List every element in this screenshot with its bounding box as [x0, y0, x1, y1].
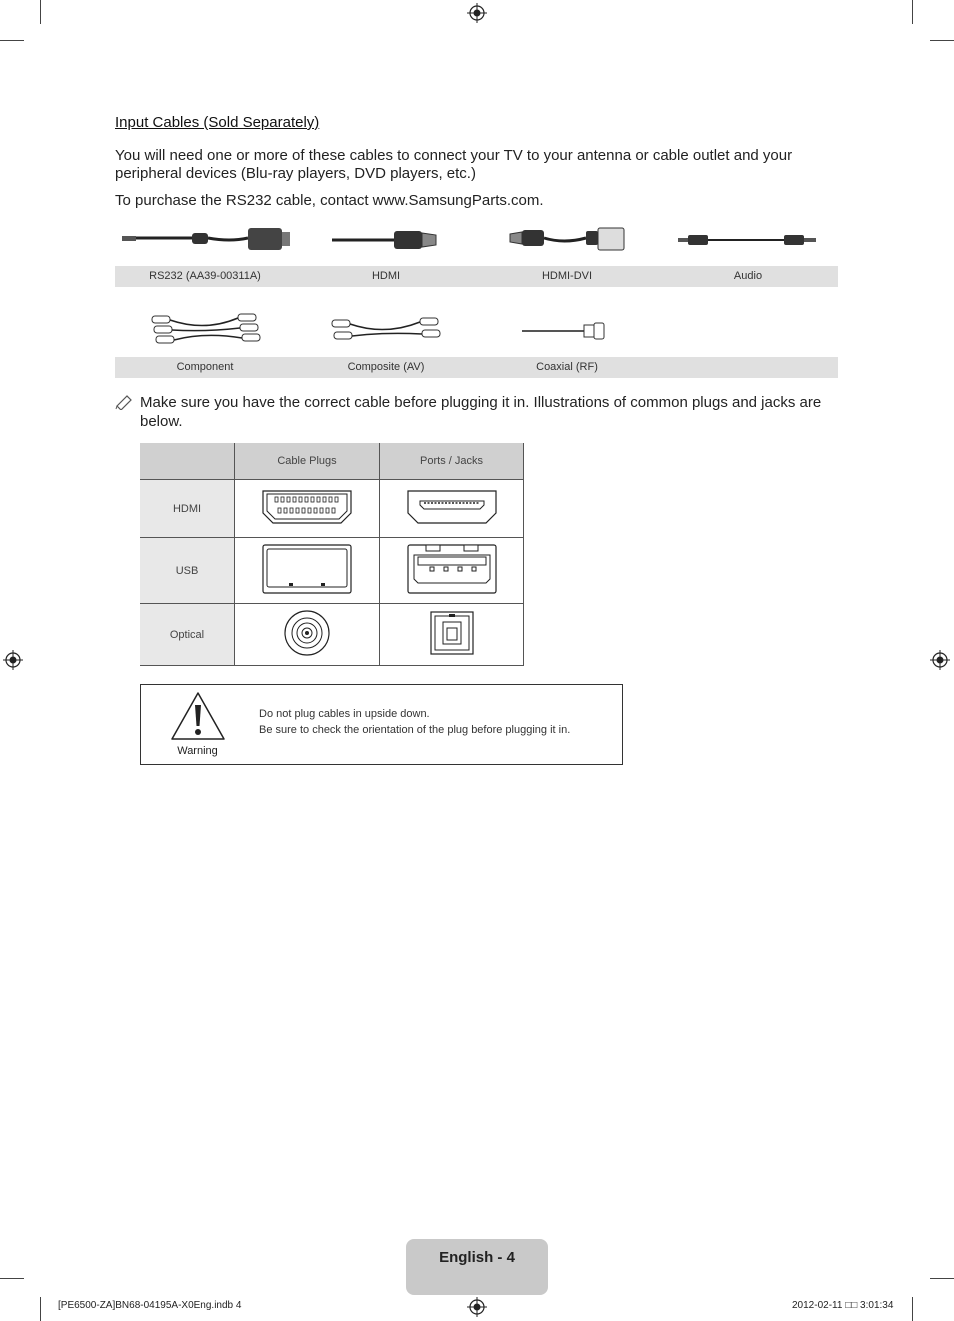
- file-slug: [PE6500-ZA]BN68-04195A-X0Eng.indb 4: [58, 1300, 242, 1311]
- crop-mark: [930, 1278, 954, 1279]
- registration-mark-icon: [3, 650, 23, 670]
- cable-label-component: Component: [176, 361, 234, 373]
- registration-mark-icon: [930, 650, 950, 670]
- usb-plug-cell: [235, 538, 380, 604]
- usb-port-icon: [406, 543, 498, 595]
- print-timestamp: 2012-02-11 □□ 3:01:34: [792, 1300, 894, 1311]
- pencil-note-icon: [115, 392, 135, 410]
- crop-mark: [40, 1297, 41, 1321]
- hdmi-cable-icon: [332, 228, 438, 252]
- plugs-jacks-table: [140, 443, 524, 666]
- audio-cable-icon: [676, 232, 820, 248]
- hdmi-plug-cell: [235, 480, 380, 538]
- cable-label-hdmi-dvi: HDMI-DVI: [541, 270, 593, 282]
- row-label-usb: USB: [140, 538, 235, 604]
- page-label: English - 4: [439, 1249, 515, 1266]
- composite-cable-icon: [330, 314, 442, 346]
- section-title: Input Cables (Sold Separately): [115, 114, 320, 131]
- optical-port-icon: [429, 610, 475, 656]
- coaxial-cable-icon: [522, 320, 606, 342]
- warning-box: [140, 684, 623, 765]
- hdmi-port-icon: [406, 489, 498, 525]
- crop-mark: [912, 0, 913, 24]
- hdmi-plug-icon: [261, 489, 353, 525]
- cable-label-band: [115, 266, 838, 287]
- page-number-tab: [406, 1239, 548, 1295]
- cable-label-band: [115, 357, 838, 378]
- crop-mark: [912, 1297, 913, 1321]
- note-text: Make sure you have the correct cable before plugging it in. Illustrations of common plugs and jacks are below.: [140, 394, 822, 430]
- hdmi-port-cell: [380, 480, 524, 538]
- crop-mark: [0, 40, 24, 41]
- optical-port-cell: [380, 604, 524, 666]
- warning-triangle-icon: [170, 691, 226, 741]
- registration-mark-icon: [467, 1297, 487, 1317]
- intro-paragraph: You will need one or more of these cables to connect your TV to your antenna or cable outlet and your peripheral devices (Blu-ray players, DVD players, etc.): [115, 147, 793, 182]
- rs232-cable-icon: [120, 224, 292, 256]
- purchase-note: To purchase the RS232 cable, contact www.SamsungParts.com.: [115, 192, 544, 209]
- cable-label-hdmi: HDMI: [371, 270, 401, 282]
- optical-plug-icon: [283, 609, 331, 657]
- cable-label-composite: Composite (AV): [347, 361, 425, 373]
- component-cable-icon: [150, 310, 262, 350]
- warning-label: Warning: [177, 745, 218, 757]
- crop-mark: [930, 40, 954, 41]
- column-header-ports-jacks: Ports / Jacks: [380, 443, 524, 480]
- row-label-optical: Optical: [140, 604, 235, 666]
- cable-label-coaxial: Coaxial (RF): [536, 361, 598, 373]
- registration-mark-icon: [467, 3, 487, 23]
- usb-plug-icon: [261, 543, 353, 595]
- warning-line-1: Do not plug cables in upside down.: [259, 708, 430, 720]
- table-corner-cell: [140, 443, 235, 480]
- cable-label-rs232: RS232 (AA39-00311A): [149, 270, 261, 282]
- warning-line-2: Be sure to check the orientation of the plug before plugging it in.: [259, 724, 571, 736]
- column-header-cable-plugs: Cable Plugs: [235, 443, 380, 480]
- cable-label-audio: Audio: [733, 270, 763, 282]
- crop-mark: [0, 1278, 24, 1279]
- row-label-hdmi: HDMI: [140, 480, 235, 538]
- usb-port-cell: [380, 538, 524, 604]
- optical-plug-cell: [235, 604, 380, 666]
- crop-mark: [40, 0, 41, 24]
- hdmi-dvi-cable-icon: [508, 226, 628, 254]
